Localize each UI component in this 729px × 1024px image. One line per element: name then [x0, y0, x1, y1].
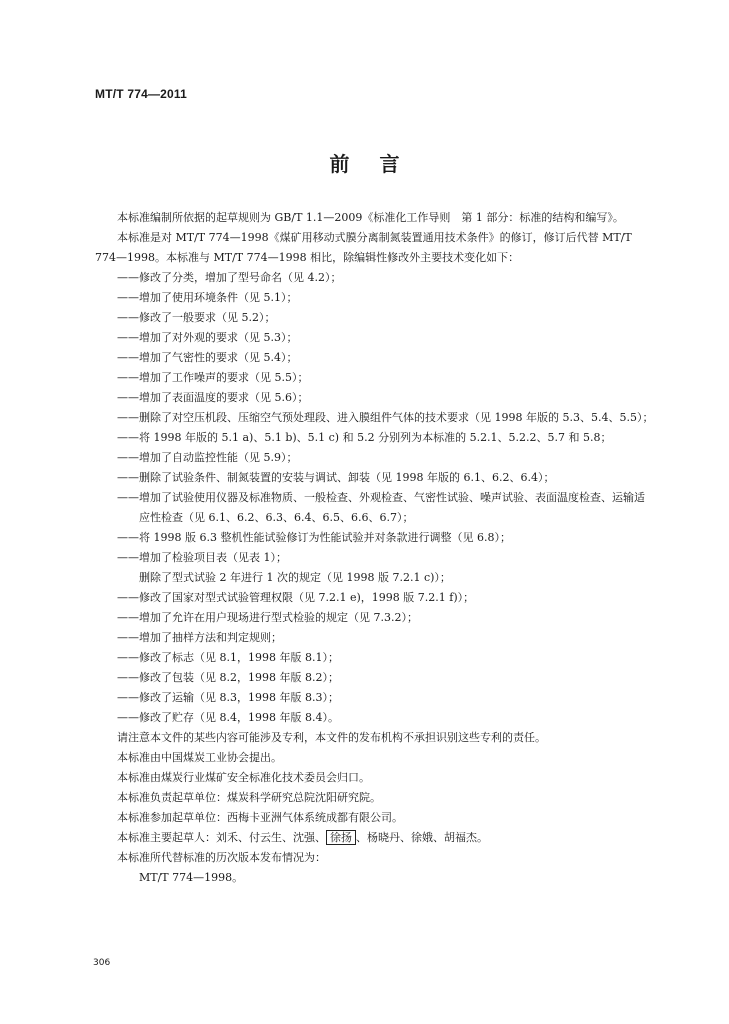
- list-item: [95, 288, 655, 308]
- list-item: [95, 668, 655, 688]
- list-item: [95, 268, 655, 288]
- dash-mark: ——: [117, 411, 139, 424]
- list-item-text: 删除了对空压机段、压缩空气预处理段、进入膜组件气体的技术要求（见 1998 年版的 5.3、5.4、5.5）；: [139, 411, 654, 424]
- list-item-text: 增加了自动监控性能（见 5.9）；: [139, 451, 298, 464]
- dash-mark: ——: [117, 311, 139, 324]
- dash-mark: ——: [117, 711, 139, 724]
- dash-mark: ——: [117, 331, 139, 344]
- list-item: [95, 488, 655, 528]
- list-item-text: 删除了试验条件、制氮装置的安装与调试、卸装（见 1998 年版的 6.1、6.2、6.4）；: [139, 471, 555, 484]
- list-item: [95, 608, 655, 628]
- list-item-text: 增加了抽样方法和判定规则；: [139, 631, 282, 644]
- drafters-suffix: 、杨晓丹、徐娥、胡福杰。: [356, 831, 488, 844]
- list-sub-item: 删除了型式试验 2 年进行 1 次的规定（见 1998 版 7.2.1 c)）；: [139, 571, 451, 584]
- drafter-boxed-name: 徐扬: [326, 830, 356, 845]
- list-item: [95, 528, 655, 548]
- list-item: [95, 328, 655, 348]
- dash-mark: ——: [117, 371, 139, 384]
- centralized-note: 本标准由煤炭行业煤矿安全标准化技术委员会归口。: [117, 771, 370, 784]
- foreword-body: [95, 208, 655, 888]
- list-item-text: 将 1998 版 6.3 整机性能试验修订为性能试验并对条款进行调整（见 6.8）；: [139, 531, 511, 544]
- list-item: [95, 348, 655, 368]
- list-item-text: 修改了一般要求（见 5.2）；: [139, 311, 276, 324]
- header-code: MT/T 774—2011: [95, 87, 187, 101]
- list-item-text: 增加了检验项目表（见表 1）；: [139, 551, 287, 564]
- list-item: [95, 448, 655, 468]
- drafters-prefix: 本标准主要起草人：刘禾、付云生、沈强、: [117, 831, 326, 844]
- page-number: 306: [93, 958, 111, 968]
- list-item: [95, 548, 655, 568]
- dash-mark: ——: [117, 531, 139, 544]
- list-item: [95, 628, 655, 648]
- list-item: [95, 588, 655, 608]
- dash-mark: ——: [117, 491, 139, 504]
- paragraph-revision: 本标准是对 MT/T 774—1998《煤矿用移动式膜分离制氮装置通用技术条件》的修订，修订后代替 MT/T 774—1998。本标准与 MT/T 774—1998 相比，除编辑性修改外主要技术变化如下：: [95, 231, 632, 264]
- list-item-text: 修改了贮存（见 8.4，1998 年版 8.4）。: [139, 711, 339, 724]
- dash-mark: ——: [117, 611, 139, 624]
- dash-mark: ——: [117, 551, 139, 564]
- dash-mark: ——: [117, 651, 139, 664]
- list-item: [95, 688, 655, 708]
- history-note: 本标准所代替标准的历次版本发布情况为：: [117, 851, 326, 864]
- list-item-text: 修改了标志（见 8.1，1998 年版 8.1）；: [139, 651, 339, 664]
- list-item-text: 增加了对外观的要求（见 5.3）；: [139, 331, 298, 344]
- list-item-text: 增加了试验使用仪器及标准物质、一般检查、外观检查、气密性试验、噪声试验、表面温度检查、运输适应性检查（见 6.1、6.2、6.3、6.4、6.5、6.6、6.7）；: [139, 491, 645, 524]
- list-item-text: 将 1998 年版的 5.1 a)、5.1 b)、5.1 c) 和 5.2 分别列为本标准的 5.2.1、5.2.2、5.7 和 5.8；: [139, 431, 612, 444]
- participating-unit-note: 本标准参加起草单位：西梅卡亚洲气体系统成都有限公司。: [117, 811, 403, 824]
- dash-mark: ——: [117, 591, 139, 604]
- drafters-note: [95, 828, 655, 848]
- dash-mark: ——: [117, 471, 139, 484]
- drafting-unit-note: 本标准负责起草单位：煤炭科学研究总院沈阳研究院。: [117, 791, 381, 804]
- list-item: [95, 308, 655, 328]
- dash-mark: ——: [117, 271, 139, 284]
- list-item-text: 增加了表面温度的要求（见 5.6）；: [139, 391, 309, 404]
- dash-mark: ——: [117, 451, 139, 464]
- list-item: [95, 648, 655, 668]
- list-item: [95, 368, 655, 388]
- list-item: [95, 428, 655, 448]
- dash-mark: ——: [117, 431, 139, 444]
- dash-mark: ——: [117, 691, 139, 704]
- changes-list: [95, 268, 655, 728]
- patent-note: 请注意本文件的某些内容可能涉及专利，本文件的发布机构不承担识别这些专利的责任。: [117, 731, 546, 744]
- dash-mark: ——: [117, 391, 139, 404]
- list-item-text: 修改了包装（见 8.2，1998 年版 8.2）；: [139, 671, 339, 684]
- list-item-text: 增加了气密性的要求（见 5.4）；: [139, 351, 298, 364]
- list-item-text: 增加了允许在用户现场进行型式检验的规定（见 7.3.2）；: [139, 611, 418, 624]
- list-item: [95, 708, 655, 728]
- list-item-text: 修改了分类，增加了型号命名（见 4.2）；: [139, 271, 342, 284]
- list-item: [95, 468, 655, 488]
- history-item: MT/T 774—1998。: [139, 871, 244, 884]
- paragraph-drafting-rules: 本标准编制所依据的起草规则为 GB/T 1.1—2009《标准化工作导则 第 1 部分：标准的结构和编写》。: [117, 211, 624, 224]
- dash-mark: ——: [117, 351, 139, 364]
- list-item: [95, 408, 655, 428]
- list-item-text: 增加了使用环境条件（见 5.1）；: [139, 291, 298, 304]
- list-item: [95, 388, 655, 408]
- dash-mark: ——: [117, 631, 139, 644]
- dash-mark: ——: [117, 671, 139, 684]
- dash-mark: ——: [117, 291, 139, 304]
- list-item-text: 修改了国家对型式试验管理权限（见 7.2.1 e)，1998 版 7.2.1 f)）；: [139, 591, 475, 604]
- list-item-text: 修改了运输（见 8.3，1998 年版 8.3）；: [139, 691, 339, 704]
- list-item-text: 增加了工作噪声的要求（见 5.5）；: [139, 371, 309, 384]
- proposer-note: 本标准由中国煤炭工业协会提出。: [117, 751, 282, 764]
- page-title: 前言: [329, 152, 430, 176]
